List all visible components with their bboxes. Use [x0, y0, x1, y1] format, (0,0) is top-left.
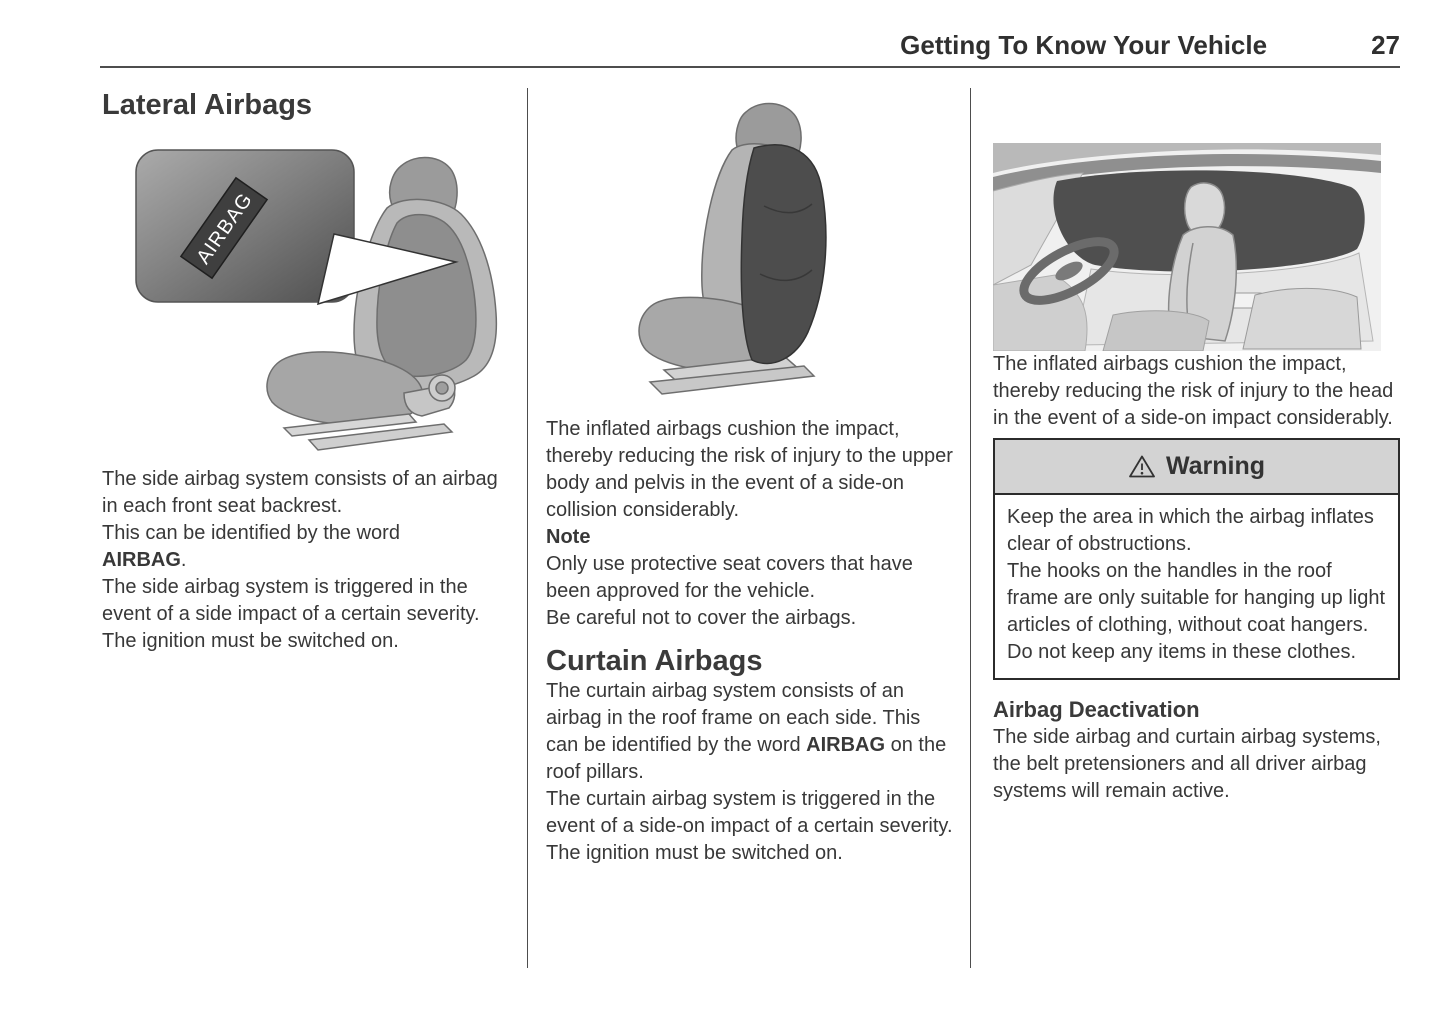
paragraph: The side airbag and curtain airbag systems, the belt pretensioners and all driver airbag systems will remain active. [993, 726, 1381, 802]
curtain-airbags-text [546, 678, 958, 867]
paragraph: The hooks on the handles in the roof frame are only suitable for hanging up light articles of clothing, without coat hangers. Do not keep any items in these clothes. [1007, 560, 1386, 663]
note-paragraph: Be careful not to cover the airbags. [546, 607, 857, 629]
warning-header [995, 440, 1398, 495]
header-rule [100, 66, 1400, 68]
content-columns [100, 76, 1400, 867]
page-number: 27 [1371, 30, 1400, 60]
lateral-airbags-text [102, 466, 507, 655]
paragraph: The inflated airbags cushion the impact, thereby reducing the risk of injury to the upper body and pelvis in the event of a side-on collision considerably. [546, 418, 953, 521]
curtain-airbag-effect-text [993, 351, 1400, 432]
paragraph: The side airbag system is triggered in the event of a side impact of a certain severity. The ignition must be switched on. [102, 576, 480, 652]
airbag-word: AIRBAG [102, 549, 181, 571]
side-airbag-effect-text [546, 416, 958, 632]
airbag-label-text: AIRBAG [192, 188, 258, 269]
note-paragraph: Only use protective seat covers that have been approved for the vehicle. [546, 553, 913, 602]
paragraph: Keep the area in which the airbag inflates clear of obstructions. [1007, 506, 1374, 555]
inflated-side-airbag [741, 145, 826, 364]
paragraph: The curtain airbag system is triggered in the event of a side-on impact of a certain severity. The ignition must be switched on. [546, 788, 953, 864]
page-header [100, 30, 1400, 61]
warning-title: Warning [1165, 452, 1266, 480]
curtain-seat-airbag-figure [602, 84, 902, 416]
chapter-title: Getting To Know Your Vehicle [900, 30, 1268, 60]
center-console [1103, 311, 1209, 351]
note-label: Note [546, 526, 591, 548]
lateral-airbag-seat-figure [102, 136, 504, 466]
paragraph: This can be identified by the word [102, 522, 400, 544]
paragraph: The curtain airbag system consists of an airbag in the roof frame on each side. This can be identified by the word AIRBAG on the roof pillars. [546, 680, 947, 783]
paragraph: The inflated airbags cushion the impact, thereby reducing the risk of injury to the head in the event of a side-on impact considerably. [993, 353, 1394, 429]
subheading-airbag-deactivation: Airbag Deactivation [993, 697, 1200, 722]
column-left [100, 76, 527, 867]
column-right [970, 76, 1400, 867]
airbag-word: AIRBAG [806, 734, 886, 756]
section-heading-curtain-airbags: Curtain Airbags [546, 645, 763, 677]
warning-box [993, 438, 1400, 680]
paragraph: The side airbag system consists of an airbag in each front seat backrest. [102, 468, 498, 517]
airbag-deactivation-text [993, 724, 1400, 805]
section-heading-lateral-airbags: Lateral Airbags [102, 89, 313, 121]
warning-body [995, 495, 1398, 678]
warning-triangle-icon [1128, 454, 1156, 479]
rear-seat [1243, 288, 1361, 349]
curtain-airbag-interior-figure [993, 143, 1381, 351]
paragraph: AIRBAG. [102, 549, 187, 571]
column-middle [527, 76, 970, 867]
